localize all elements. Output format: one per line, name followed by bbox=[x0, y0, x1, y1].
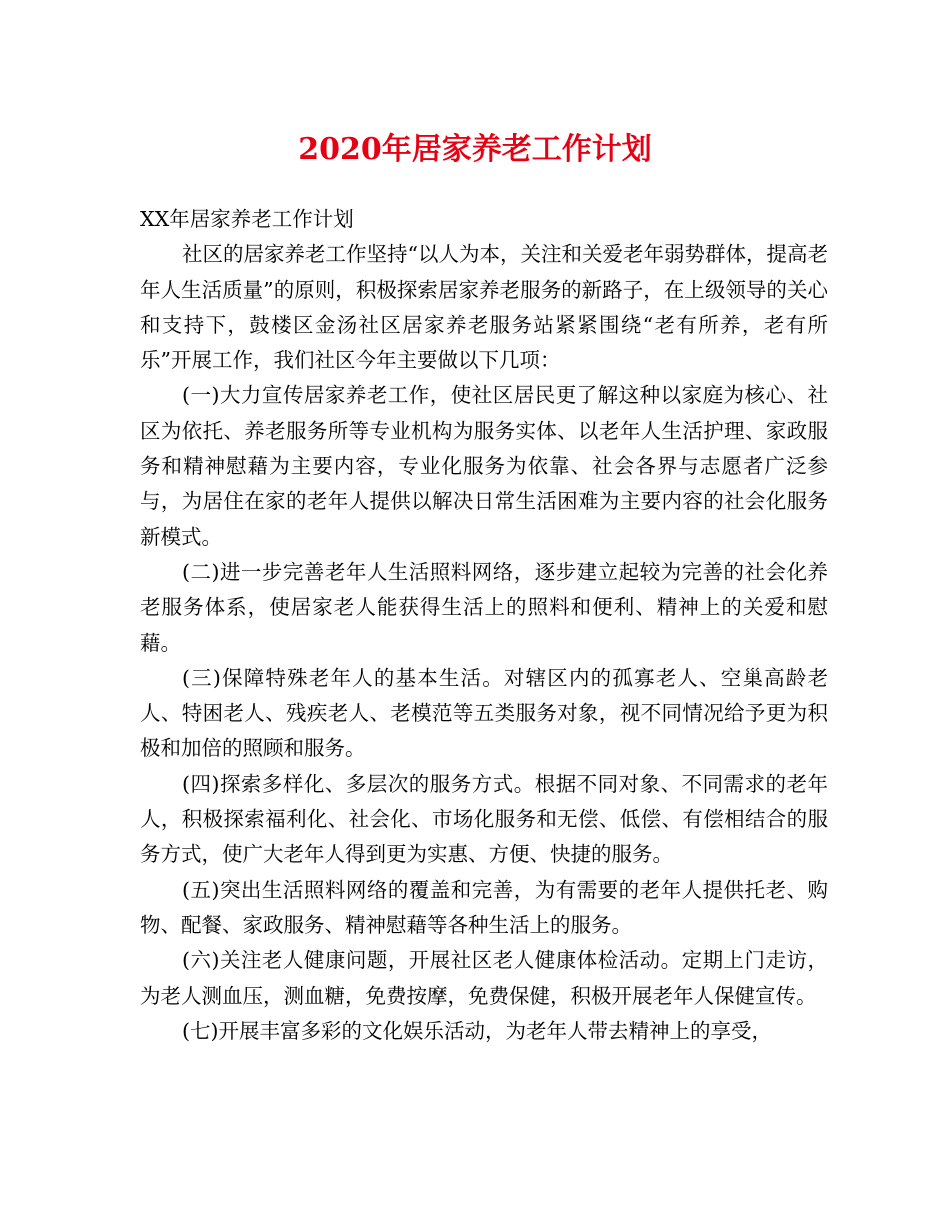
document-body bbox=[140, 202, 828, 1049]
paragraph-item-2: (二)进一步完善老年人生活照料网络，逐步建立起较为完善的社会化养老服务体系，使居家老人能获得生活上的照料和便利、精神上的关爱和慰藉。 bbox=[140, 559, 828, 655]
paragraph-item-7: (七)开展丰富多彩的文化娱乐活动，为老年人带去精神上的享受， bbox=[182, 1018, 772, 1043]
paragraph-item-3: (三)保障特殊老年人的基本生活。对辖区内的孤寡老人、空巢高龄老人、特困老人、残疾老人、老模范等五类服务对象，视不同情况给予更为积极和加倍的照顾和服务。 bbox=[140, 665, 828, 761]
paragraph-item-6: (六)关注老人健康问题，开展社区老人健康体检活动。定期上门走访，为老人测血压，测血糖，免费按摩，免费保健，积极开展老年人保健宣传。 bbox=[140, 948, 828, 1008]
paragraph-item-5: (五)突出生活照料网络的覆盖和完善，为有需要的老年人提供托老、购物、配餐、家政服务、精神慰藉等各种生活上的服务。 bbox=[140, 877, 828, 937]
paragraph-item-1: (一)大力宣传居家养老工作，使社区居民更了解这种以家庭为核心、社区为依托、养老服务所等专业机构为服务实体、以老年人生活护理、家政服务和精神慰藉为主要内容，专业化服务为依靠、社会各界与志愿者广泛参与，为居住在家的老年人提供以解决日常生活困难为主要内容的社会化服务新模式。 bbox=[140, 383, 828, 549]
paragraph-item-4: (四)探索多样化、多层次的服务方式。根据不同对象、不同需求的老年人，积极探索福利化、社会化、市场化服务和无偿、低偿、有偿相结合的服务方式，使广大老年人得到更为实惠、方便、快捷的服务。 bbox=[140, 771, 828, 867]
document-subtitle: XX年居家养老工作计划 bbox=[140, 207, 354, 231]
document-title: 2020年居家养老工作计划 bbox=[298, 132, 652, 167]
paragraph-intro: 社区的居家养老工作坚持“以人为本，关注和关爱老年弱势群体，提高老年人生活质量”的原则，积极探索居家养老服务的新路子，在上级领导的关心和支持下，鼓楼区金汤社区居家养老服务站紧紧围绕“老有所养，老有所乐”开展工作，我们社区今年主要做以下几项： bbox=[140, 242, 828, 373]
